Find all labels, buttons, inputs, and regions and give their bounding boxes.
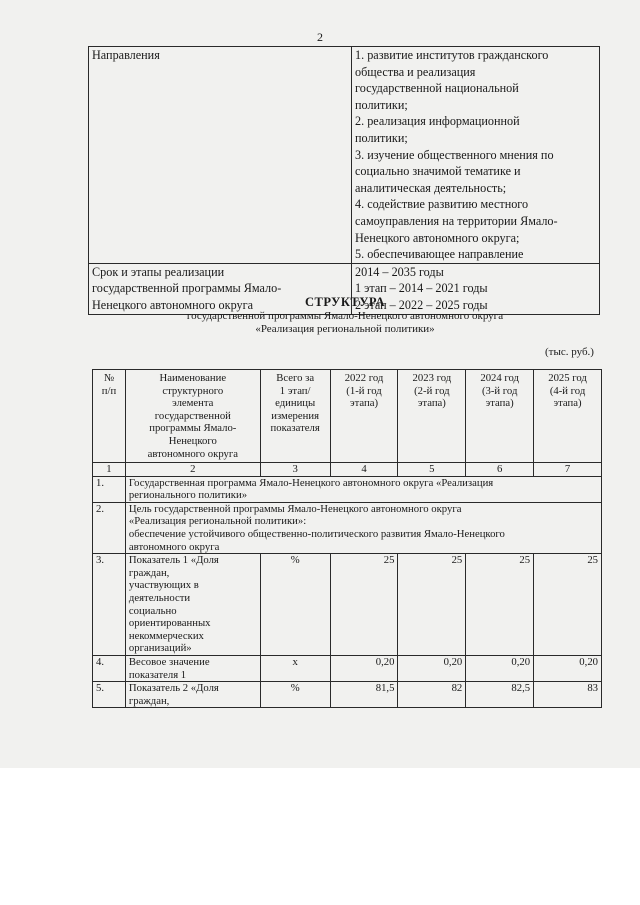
unit-cell: х (260, 655, 330, 681)
header-line: государственной (154, 409, 231, 422)
table-row (93, 554, 602, 656)
text-line: Государственная программа Ямало-Ненецкого автономного округа «Реализация (128, 476, 494, 489)
page-number: 2 (317, 30, 323, 44)
table-row (93, 476, 602, 502)
text-line: Срок и этапы реализации (92, 264, 225, 279)
column-number: 4 (330, 463, 398, 477)
row-number: 2. (93, 502, 126, 553)
text-line: Ненецкого автономного округа; (355, 230, 520, 245)
table-header-row (93, 370, 602, 463)
table-row (93, 682, 602, 708)
header-line: (3-й год (481, 384, 518, 397)
text-line: Показатель 1 «Доля (128, 554, 219, 567)
value-cell: 83 (534, 682, 602, 708)
header-line: элемента (172, 397, 214, 410)
indicator-name (125, 655, 260, 681)
structure-title: СТРУКТУРА (304, 295, 385, 309)
value-cell: 25 (330, 554, 398, 656)
passport-row (89, 47, 600, 264)
row-number: 1. (93, 476, 126, 502)
column-number: 1 (93, 463, 126, 477)
header-line: 2023 год (412, 372, 452, 384)
column-number-row (93, 463, 602, 477)
text-line: социально значимой тематике и (355, 164, 521, 179)
text-line: участвующих в (128, 579, 199, 592)
header-line: этапа) (350, 397, 379, 410)
value-cell: 0,20 (534, 655, 602, 681)
value-cell: 0,20 (398, 655, 466, 681)
header-line: (1-й год (346, 384, 382, 397)
text-line: самоуправления на территории Ямало- (355, 213, 558, 228)
text-line: общества и реализация (355, 64, 476, 79)
text-line: граждан, (128, 694, 170, 707)
header-line: № (103, 372, 115, 384)
column-header (125, 370, 260, 463)
column-number: 3 (260, 463, 330, 477)
header-line: показателя (270, 422, 320, 435)
text-line: автономного округа (128, 540, 220, 553)
column-header (330, 370, 398, 463)
passport-table (88, 46, 600, 315)
text-line: 3. изучение общественного мнения по (355, 147, 554, 162)
text-line: Показатель 2 «Доля (128, 682, 219, 695)
header-line: 2025 год (548, 372, 587, 384)
header-line: 2022 год (344, 372, 384, 384)
program-goal (125, 502, 601, 553)
header-line: единицы (275, 397, 316, 410)
text-line: ориентированных (128, 617, 211, 630)
text-line: Весовое значение (128, 655, 210, 668)
text-line: организаций» (128, 642, 192, 655)
header-line: этапа) (553, 397, 582, 410)
text-line: Ненецкого автономного округа (92, 297, 254, 312)
units-label: (тыс. руб.) (545, 346, 594, 358)
text-line: «Реализация региональной политики»: (128, 515, 307, 528)
unit-cell: % (260, 682, 330, 708)
text-line: деятельности (128, 591, 191, 604)
structure-subtitle: «Реализация региональной политики» (255, 323, 435, 335)
text-line: государственной программы Ямало- (92, 281, 282, 296)
text-line: 2 этап – 2022 – 2025 годы (355, 297, 488, 312)
header-line: измерения (271, 409, 320, 422)
header-line: этапа) (485, 397, 514, 410)
header-line: Всего за (276, 372, 315, 384)
text-line: аналитическая деятельность; (355, 180, 507, 195)
row-number: 3. (93, 554, 126, 656)
passport-value (352, 47, 600, 264)
text-line: 5. обеспечивающее направление (355, 247, 524, 262)
text-line: Цель государственной программы Ямало-Ненецкого автономного округа (128, 502, 462, 515)
column-number: 5 (398, 463, 466, 477)
value-cell: 25 (466, 554, 534, 656)
indicator-name (125, 554, 260, 656)
header-line: 1 этап/ (279, 384, 311, 397)
column-header (260, 370, 330, 463)
column-header (466, 370, 534, 463)
header-line: структурного (162, 384, 224, 397)
text-line: 4. содействие развитию местного (355, 197, 529, 212)
column-header (398, 370, 466, 463)
header-line: (4-й год (549, 384, 586, 397)
text-line: 2014 – 2035 годы (355, 264, 444, 279)
row-number: 4. (93, 655, 126, 681)
text-line: социально (128, 604, 177, 617)
text-line: регионального политики» (128, 489, 248, 502)
structure-subtitle: государственной программы Ямало-Ненецкого автономного округа (186, 310, 504, 322)
column-header (534, 370, 602, 463)
column-number: 2 (125, 463, 260, 477)
column-number: 6 (466, 463, 534, 477)
table-row (93, 502, 602, 553)
row-number: 5. (93, 682, 126, 708)
header-line: Наименование (159, 372, 227, 384)
text-line: 1 этап – 2014 – 2021 годы (355, 281, 488, 296)
value-cell: 82,5 (466, 682, 534, 708)
text-line: 2. реализация информационной (355, 114, 520, 129)
text-line: государственной национальной (355, 81, 519, 96)
text-line: обеспечение устойчивого общественно-политического развития Ямало-Ненецкого (128, 527, 505, 540)
program-name (125, 476, 601, 502)
text-line: политики; (355, 97, 408, 112)
column-header (93, 370, 126, 463)
value-cell: 25 (534, 554, 602, 656)
value-cell: 81,5 (330, 682, 398, 708)
header-line: этапа) (417, 397, 446, 410)
header-line: автономного округа (147, 447, 239, 460)
value-cell: 0,20 (466, 655, 534, 681)
value-cell: 0,20 (330, 655, 398, 681)
structure-table (92, 369, 602, 708)
column-number: 7 (534, 463, 602, 477)
passport-label: Направления (89, 47, 352, 264)
text-line: 1. развитие институтов гражданского (355, 48, 549, 62)
text-line: некоммерческих (128, 629, 204, 642)
indicator-name (125, 682, 260, 708)
header-line: программы Ямало- (149, 422, 237, 435)
header-line: п/п (101, 384, 117, 397)
unit-cell: % (260, 554, 330, 656)
header-line: Ненецкого (168, 434, 217, 447)
text-line: политики; (355, 130, 408, 145)
text-line: граждан, (128, 566, 170, 579)
header-line: (2-й год (414, 384, 450, 397)
value-cell: 82 (398, 682, 466, 708)
text-line: показателя 1 (128, 668, 187, 681)
value-cell: 25 (398, 554, 466, 656)
table-row (93, 655, 602, 681)
header-line: 2024 год (480, 372, 519, 384)
